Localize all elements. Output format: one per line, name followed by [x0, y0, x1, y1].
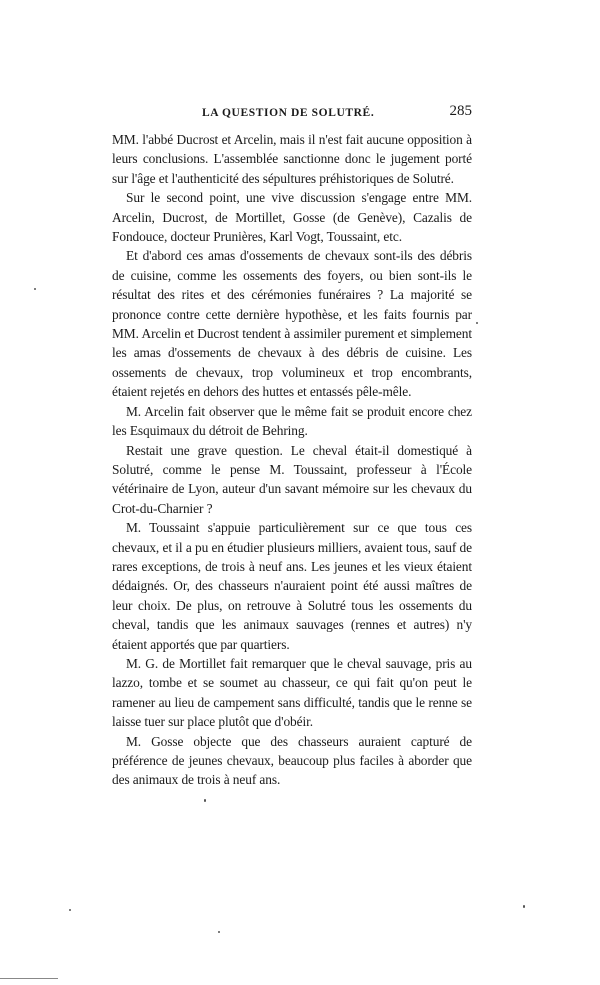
- running-head: [112, 105, 472, 125]
- speck: [69, 909, 71, 911]
- speck: [204, 799, 206, 802]
- paragraph: Restait une grave question. Le cheval était-il domestiqué à Solutré, comme le pense M. Toussaint, professeur à l'École vétérinaire de Lyon, auteur d'un savant mémoire sur les chevaux du Crot-du-Charnier ?: [112, 442, 472, 516]
- paragraph: M. Gosse objecte que des chasseurs auraient capturé de préférence de jeunes chevaux, beaucoup plus faciles à aborder que des animaux de trois à neuf ans.: [112, 733, 472, 788]
- speck: [218, 931, 220, 933]
- speck: [34, 288, 36, 290]
- paragraph: MM. l'abbé Ducrost et Arcelin, mais il n'est fait aucune opposition à leurs conclusions. L'assemblée sanctionne donc le jugement porté sur l'âge et l'authenticité des sépultures préhistoriques de Solutré.: [112, 132, 472, 186]
- paragraph: Sur le second point, une vive discussion s'engage entre MM. Arcelin, Ducrost, de Mortillet, Gosse (de Genève), Cazalis de Fondouce, docteur Prunières, Karl Vogt, Toussaint, etc.: [112, 190, 472, 245]
- body-text: [112, 130, 472, 790]
- paragraph: M. Arcelin fait observer que le même fait se produit encore chez les Esquimaux du détroit de Behring.: [112, 403, 472, 439]
- running-title: LA QUESTION DE SOLUTRÉ.: [202, 107, 375, 119]
- paragraph: Et d'abord ces amas d'ossements de chevaux sont-ils des débris de cuisine, comme les ossements des foyers, ou bien sont-ils le résultat des rites et des cérémonies funéraires ? La majorité se prononce contre cette dernière hypothèse, et les faits fournis par MM. Arcelin et Ducrost tendent à assimiler purement et simplement les amas d'ossements de chevaux à des débris de cuisine. Les ossements de chevaux, trop volumineux et trop encombrants, étaient rejetés en dehors des huttes et entassés pêle-mêle.: [112, 248, 472, 400]
- speck: [523, 905, 525, 908]
- page-number: 285: [449, 103, 472, 119]
- speck: [476, 322, 478, 324]
- paragraph: M. G. de Mortillet fait remarquer que le cheval sauvage, pris au lazzo, tombe et se soumet au chasseur, ce qui fait qu'on peut le ramener au lieu de campement sans difficulté, tandis que le renne se laisse tuer sur place plutôt que d'obéir.: [112, 655, 472, 730]
- paragraph: M. Toussaint s'appuie particulièrement sur ce que tous ces chevaux, et il a pu en étudier plusieurs milliers, avaient tous, sauf de rares exceptions, de trois à neuf ans. Les jeunes et les vieux étaient dédaignés. Or, des chasseurs n'auraient point été aussi maîtres de leur choix. De plus, on retrouve à Solutré tous les ossements du cheval, tandis que les animaux sauvages (rennes et autres) n'y étaient apportés que par quartiers.: [112, 520, 472, 652]
- edge-line: [0, 978, 58, 979]
